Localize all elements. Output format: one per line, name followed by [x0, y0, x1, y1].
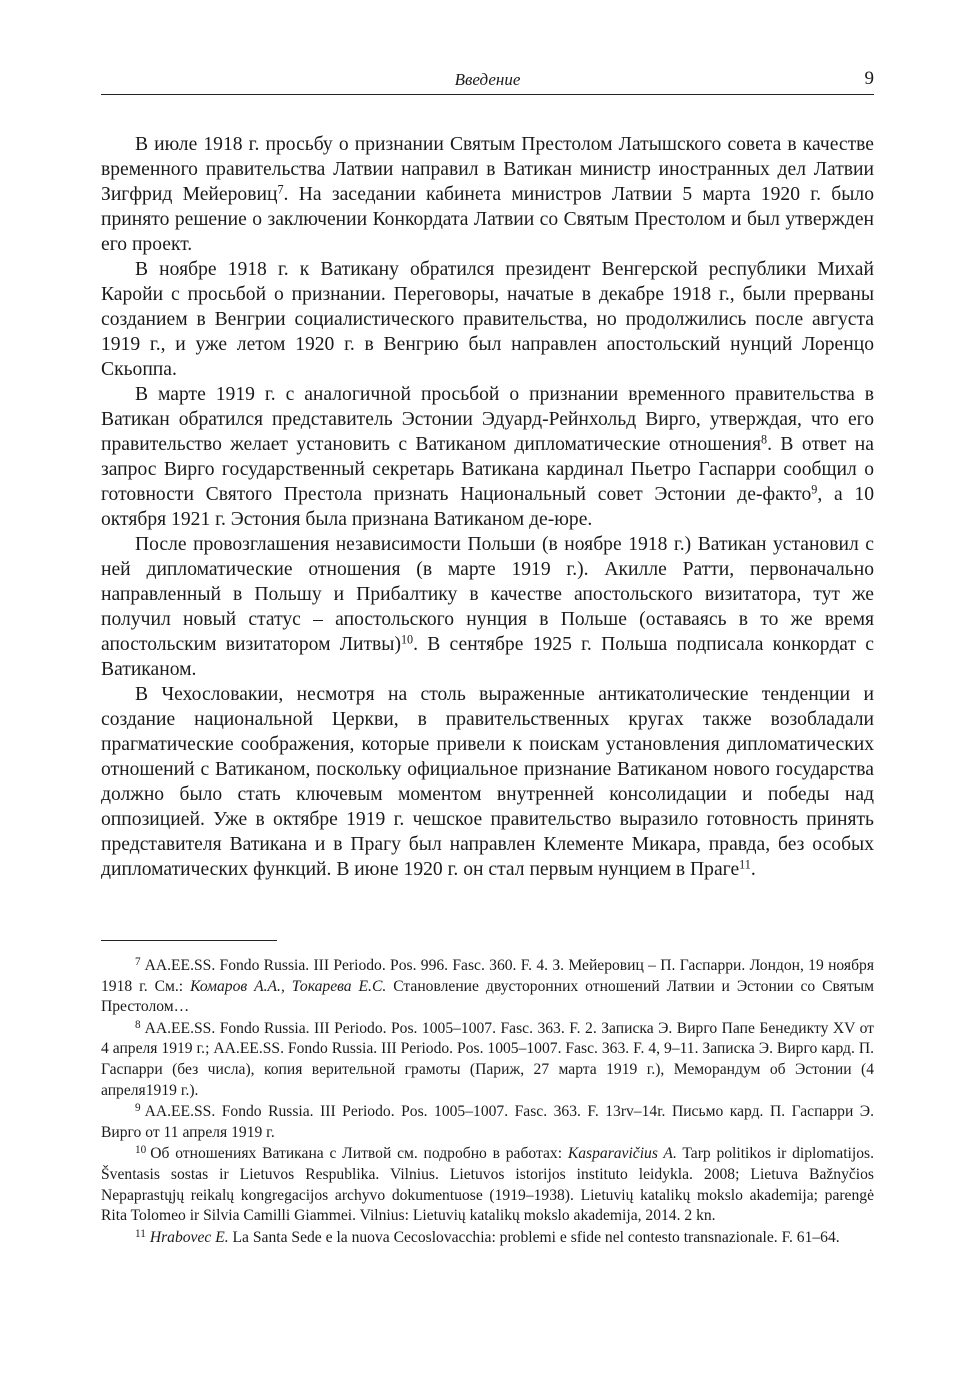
paragraph-poland: [101, 532, 874, 682]
text-run: . В сентябре 1925 г. Польша подписала конкордат с Ватиканом.: [101, 634, 874, 680]
footnote-10: [101, 1144, 874, 1226]
footnote-separator: [101, 940, 277, 941]
page-header: [101, 66, 874, 95]
footnote-ref: 7: [277, 182, 284, 197]
footnote-ref: 9: [811, 482, 818, 497]
text-run: Становление двусторонних отношений Латвии и Эстонии со Святым Престолом…: [101, 977, 874, 1016]
paragraph-czechoslovakia: [101, 682, 874, 882]
text-run: AA.EE.SS. Fondo Russia. III Periodo. Pos. 1005–1007. Fasc. 363. F. 13rv–14r. Письмо кард. П. Гаспарри Э. Вирго от 11 апреля 1919 г.: [101, 1103, 874, 1141]
text-run: В июле 1918 г. просьбу о признании Святым Престолом Латышского совета в качестве временного правительства Латвии направил в Ватикан министр иностранных дел Латвии Зигфрид Мейеровиц: [101, 134, 874, 205]
text-run: В Чехословакии, несмотря на столь выраженные антикатолические тенденции и создание национальной Церкви, в правительственных кругах также возобладали прагматические соображения, которые привели к поискам установления дипломатических отношений с Ватиканом, поскольку официальное признание Ватиканом нового государства должно было стать ключевым моментом внутренней консолидации и победы над оппозицией. Уже в октябре 1919 г. чешское правительство выразило готовность принять представителя Ватикана и в Прагу был направлен Клементе Микара, правда, без особых дипломатических функций. В июне 1920 г. он стал первым нунцием в Праге: [101, 684, 874, 880]
text-run: .: [750, 859, 756, 880]
footnote-ref: 10: [400, 632, 414, 647]
text-run: AA.EE.SS. Fondo Russia. III Periodo. Pos. 1005–1007. Fasc. 363. F. 2. Записка Э. Вирго Папе Бенедикту XV от 4 апреля 1919 г.; AA.EE.SS. Fondo Russia. III Periodo. Pos. 1005–1007. Fasc. 363. F. 4, 9–11. Записка Э. Вирго кард. П. Гаспарри (без числа), копия верительной грамоты (Париж, 27 марта 1919 г.), Меморандум об Эстонии (4 апреля1919 г.).: [101, 1019, 874, 1099]
footnote-11: [101, 1228, 874, 1249]
text-run: В ноябре 1918 г. к Ватикану обратился президент Венгерской республики Михай Каройи с просьбой о признании. Переговоры, начатые в декабре 1918 г., были прерваны созданием в Венгрии социалистического правительства, но продолжились после августа 1919 г., и уже летом 1920 г. в Венгрию был направлен апостольский нунций Лоренцо Скьоппа.: [101, 259, 874, 380]
paragraph-hungary: [101, 257, 874, 382]
text-run: Об отношениях Ватикана с Литвой см. подробно в работах:: [150, 1145, 568, 1163]
text-run: . В ответ на запрос Вирго государственный секретарь Ватикана кардинал Пьетро Гаспарри сообщил о готовности Святого Престола признать Национальный совет Эстонии де-факто: [101, 434, 874, 505]
author-names: Kasparavičius A.: [567, 1145, 677, 1163]
footnote-8: [101, 1019, 874, 1101]
text-run: AA.EE.SS. Fondo Russia. III Periodo. Pos. 996. Fasc. 360. F. 4. З. Мейеровиц – П. Гаспарри. Лондон, 19 ноября 1918 г. См.:: [101, 957, 874, 995]
page-number: 9: [864, 68, 874, 89]
footnote-ref: 8: [761, 432, 768, 447]
text-run: После провозглашения независимости Польши (в ноябре 1918 г.) Ватикан установил с ней дипломатические отношения (в марте 1919 г.). Акилле Ратти, первоначально направленный в Польшу и Прибалтику в качестве апостольского визитатора, тут же получил новый статус – апостольского нунция в Польше (оставаясь в то же время апостольским визитатором Литвы): [101, 534, 874, 655]
footnote-number: 9: [135, 1102, 141, 1115]
text-run: , а 10 октября 1921 г. Эстония была признана Ватиканом де-юре.: [101, 484, 874, 530]
text-run: В марте 1919 г. с аналогичной просьбой о признании временного правительства в Ватикан обратился представитель Эстонии Эдуард-Рейнхольд Вирго, утверждая, что его правительство желает установить с Ватиканом дипломатические отношения: [101, 384, 874, 455]
footnote-number: 7: [135, 955, 141, 968]
text-run: Tarp politikos ir diplomatijos. Šventasis sostas ir Lietuvos Respublika. Vilnius. Lietuvos istorijos instituto leidykla. 2008; Lietuva Bažnyčios Nepaprastųjų reikalų kongregacijos archyvo dokumentuose (1919–1938). Lietuvių katalikų mokslo akademija; parengė Rita Tolomeo ir Silvia Camilli Giammei. Vilnius: Lietuvių katalikų mokslo akademija, 2014. 2 kn.: [101, 1145, 874, 1225]
text-run: La Santa Sede e la nuova Cecoslovacchia: problemi e sfide nel contesto transnazionale. F. 61–64.: [228, 1228, 840, 1246]
paragraph-latvia: [101, 132, 874, 257]
footnote-number: 8: [135, 1018, 141, 1031]
running-title: Введение: [454, 70, 521, 89]
footnote-ref: 11: [739, 857, 751, 872]
footnotes: [101, 956, 874, 1249]
paragraph-estonia: [101, 382, 874, 532]
footnote-9: [101, 1102, 874, 1143]
footnote-number: 10: [135, 1144, 147, 1157]
author-names: Комаров А.А., Токарева Е.С.: [190, 977, 387, 995]
main-text: [101, 132, 874, 882]
footnote-number: 11: [135, 1227, 146, 1240]
footnote-7: [101, 956, 874, 1018]
text-run: . На заседании кабинета министров Латвии 5 марта 1920 г. было принято решение о заключении Конкордата Латвии со Святым Престолом и был утвержден его проект.: [101, 184, 874, 255]
author-names: Hrabovec E.: [149, 1228, 229, 1246]
